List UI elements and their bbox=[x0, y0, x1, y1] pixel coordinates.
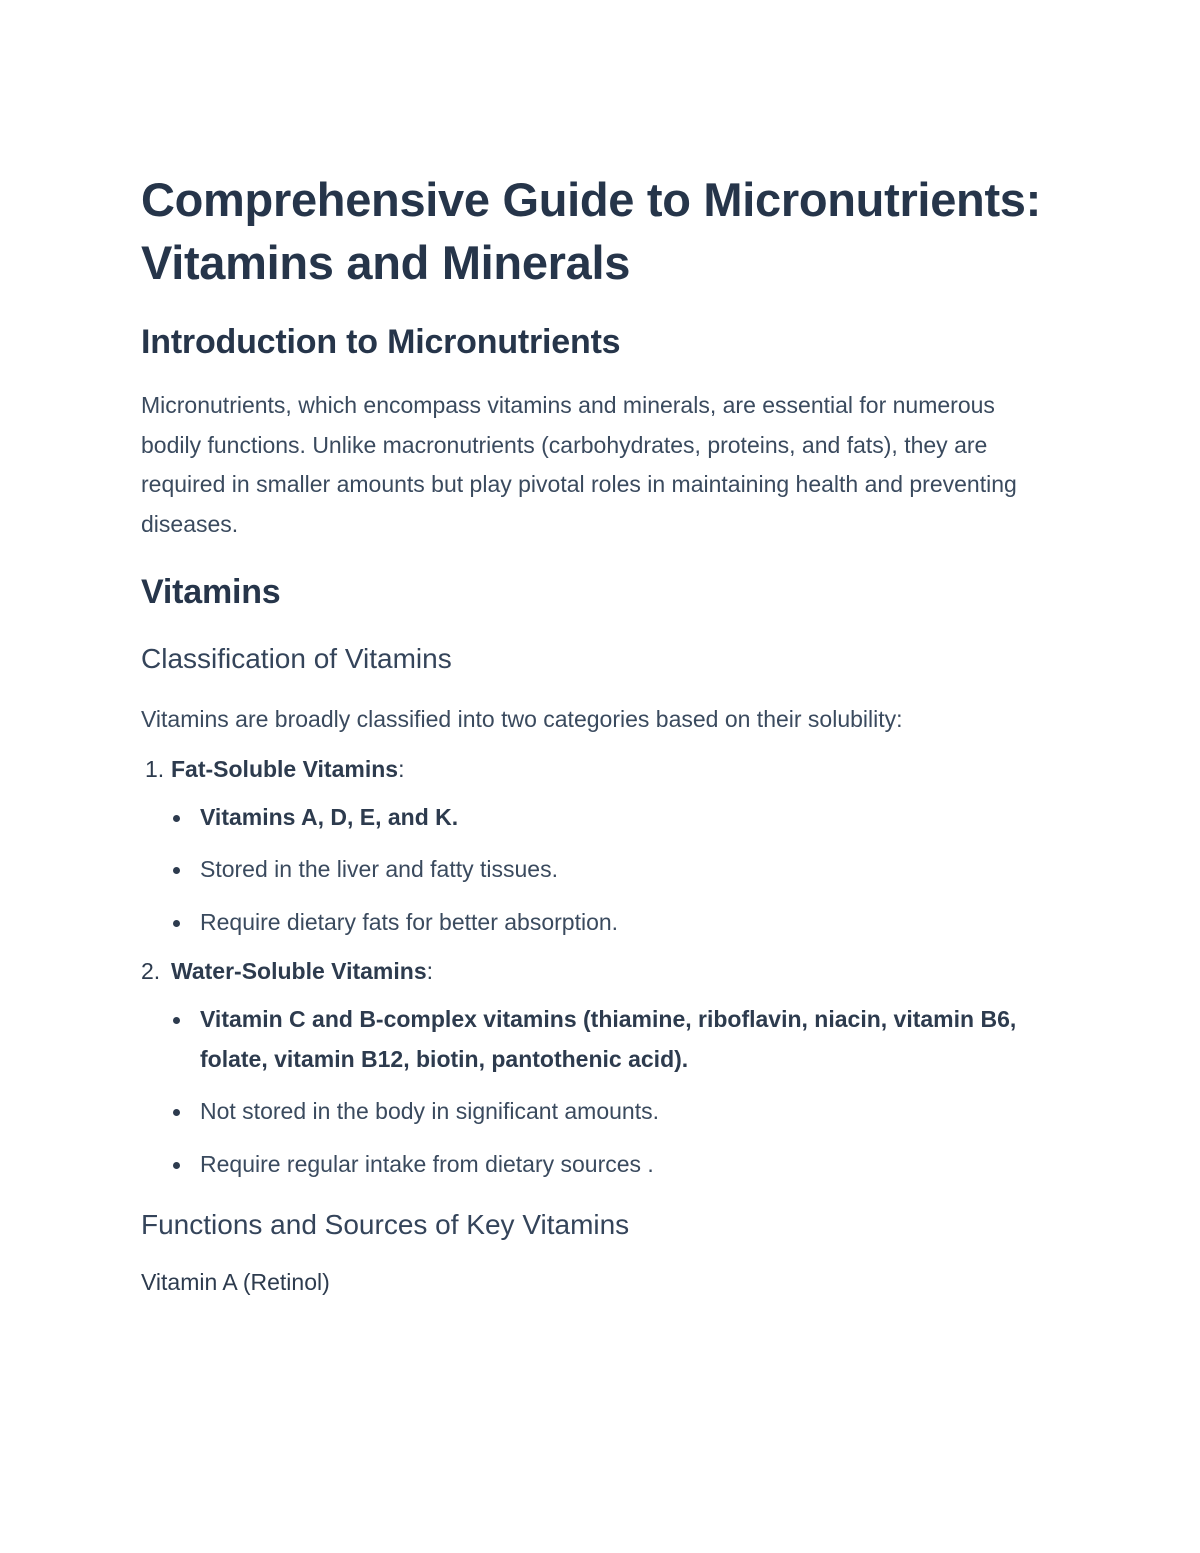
list-item: Stored in the liver and fatty tissues. bbox=[200, 850, 1061, 890]
list-item: Not stored in the body in significant amounts. bbox=[200, 1092, 1061, 1132]
group-label-suffix: : bbox=[426, 958, 433, 984]
list-item: Vitamins A, D, E, and K. bbox=[200, 798, 1061, 838]
classification-paragraph: Vitamins are broadly classified into two categories based on their solubility: bbox=[141, 706, 903, 732]
numbered-item-water-soluble bbox=[141, 955, 1061, 987]
document-page bbox=[141, 168, 1061, 1298]
vitamins-heading: Vitamins bbox=[141, 573, 281, 611]
group-label: Water-Soluble Vitamins bbox=[171, 958, 427, 984]
list-item: Require dietary fats for better absorption. bbox=[200, 903, 1061, 943]
list-number: 2. bbox=[141, 958, 161, 984]
group-label-suffix: : bbox=[398, 755, 405, 782]
functions-heading: Functions and Sources of Key Vitamins bbox=[141, 1209, 630, 1240]
fat-soluble-bullet-list bbox=[141, 798, 1061, 943]
list-item: Require regular intake from dietary sources . bbox=[200, 1145, 1061, 1185]
document-title: Comprehensive Guide to Micronutrients: Vitamins and Minerals bbox=[141, 173, 1041, 289]
group-label: Fat-Soluble Vitamins bbox=[171, 755, 399, 782]
intro-heading: Introduction to Micronutrients bbox=[141, 323, 621, 361]
numbered-item-fat-soluble bbox=[141, 753, 1061, 785]
vitamin-a-heading: Vitamin A (Retinol) bbox=[141, 1269, 330, 1295]
water-soluble-bullet-list bbox=[141, 1000, 1061, 1184]
intro-paragraph: Micronutrients, which encompass vitamins and minerals, are essential for numerous bodily functions. Unlike macronutrients (carbohydrates, proteins, and fats), they are required in smaller amounts but play pivotal roles in maintaining health and preventing diseases. bbox=[141, 392, 1017, 537]
classification-heading: Classification of Vitamins bbox=[141, 643, 452, 674]
list-item: Vitamin C and B-complex vitamins (thiamine, riboflavin, niacin, vitamin B6, folate, vitamin B12, biotin, pantothenic acid). bbox=[200, 1000, 1061, 1079]
list-number: 1. bbox=[145, 755, 165, 782]
